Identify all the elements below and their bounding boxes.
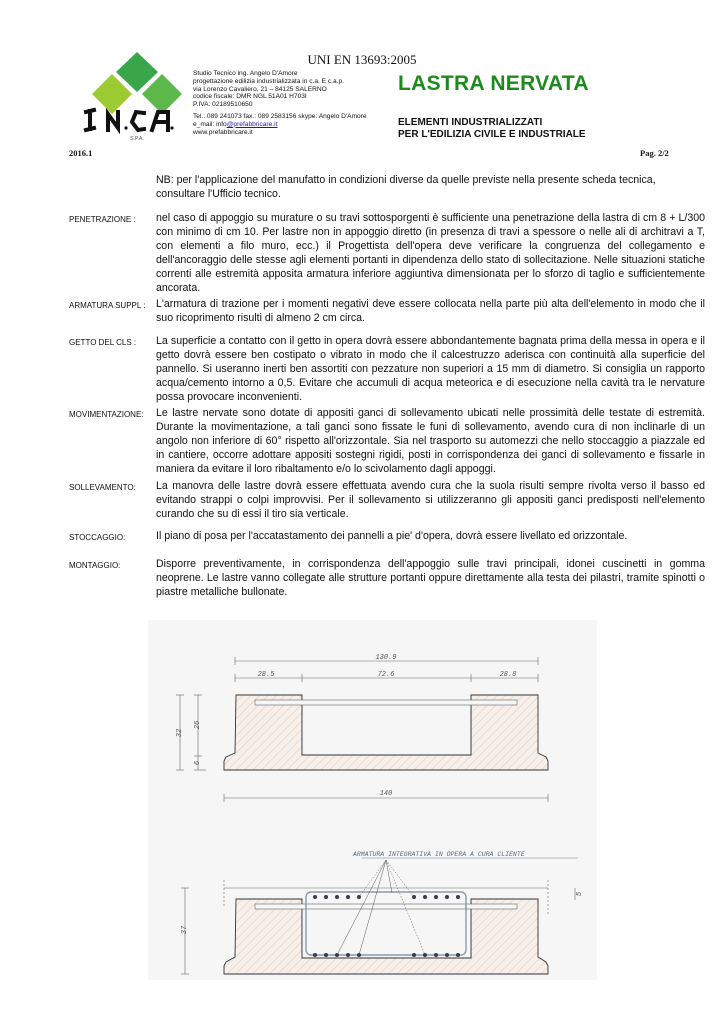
section-text: Disporre preventivamente, in corrispondenza dell'appoggio sulle travi principali, idonei cuscinetti in gomma neoprene. Le lastre vanno collegate alle strutture portanti oppure direttamente alla testa dei pilastri, tramite spinotti o piastre metalliche bullonate.: [156, 558, 705, 598]
section-label: GETTO DEL CLS :: [69, 338, 137, 347]
section-text: Le lastre nervate sono dotate di appositi ganci di sollevamento ubicati nelle prossimità delle testate di estremità. Durante la movimentazione, a tali ganci sono fissate le funi di sollevamento, avendo cura di non inclinarle di un angolo non inferiore di 60° rispetto all'orizzontale. Sia nel trasporto su automezzi che nello stoccaggio a piazzale ed in cantiere, occorre adottare appositi sostegni rigidi, posti in corrispondenza dei ganci di sollevamento e fissarle in maniera da evitare il loro ribaltamento e/o lo scivolamento dagli appoggi.: [156, 407, 705, 475]
revision-number: 2016.1: [69, 148, 93, 158]
section-text: Il piano di posa per l'accatastamento dei pannelli a pie' d'opera, dovrà essere livellato ed orizzontale.: [156, 530, 628, 542]
svg-text:28.8: 28.8: [499, 671, 517, 679]
svg-text:130.9: 130.9: [375, 654, 397, 662]
svg-text:6: 6: [194, 760, 202, 766]
svg-text:28.5: 28.5: [257, 671, 275, 679]
product-subtitle: ELEMENTI INDUSTRIALIZZATI PER L'EDILIZIA CIVILE E INDUSTRIALE: [398, 117, 586, 140]
section-text: La superficie a contatto con il getto in opera dovrà essere abbondantemente bagnata prima della messa in opera e il getto dovrà essere ben costipato o vibrato in modo che il calcestruzzo aderisca con continuità alla superficie del pannello. Si useranno inerti ben assortiti con pezzature non superiori a 15 mm di diametro. Si consiglia un rapporto acqua/cemento intorno a 0,5. Evitare che accumuli di acqua meteorica e di esecuzione nella cavità tra le nervature possa provocare inconvenienti.: [156, 335, 705, 403]
studio-address: via Lorenzo Cavaliero, 21 – 84125 SALERNO: [193, 85, 327, 93]
product-title: LASTRA NERVATA: [398, 72, 589, 95]
section-label: STOCCAGGIO:: [69, 533, 126, 542]
studio-name: Studio Tecnico ing. Angelo D'Amore: [193, 70, 298, 77]
studio-email: e_mail: info@prefabbricare.it: [193, 120, 278, 128]
section-penetrazione: [69, 211, 705, 295]
studio-vat: P.IVA: 02189510650: [193, 101, 253, 109]
section-movimentazione: [69, 406, 705, 476]
svg-text:140: 140: [379, 790, 393, 798]
inca-logo: [82, 50, 192, 145]
svg-text:ARMATURA INTEGRATIVA IN OPERA: ARMATURA INTEGRATIVA IN OPERA A CURA CLIENTE: [353, 851, 525, 858]
section-label: SOLLEVAMENTO:: [69, 483, 136, 492]
section-text: nel caso di appoggio su murature o su travi sottosporgenti è sufficiente una penetrazione della lastra di cm 8 + L/300 con minimo di cm 10. Per lastre non in appoggio diretto (in presenza di travi a spessore o nelle ali di architravi a T, con elementi a filo muro, ecc.) il Progettista dell'opera deve verificare la congruenza del collegamento e dell'ancoraggio delle stesse agli elementi portanti in dipendenza dello stato di sollecitazione. Nelle situazioni statiche correnti alle estremità apposita armatura inferiore aggiuntiva dimensionata per lo sforzo di taglio e sufficientemente ancorata.: [156, 212, 705, 294]
section-stoccaggio: [69, 529, 705, 545]
norm-reference: UNI EN 13693:2005: [307, 52, 417, 67]
svg-text:72.6: 72.6: [377, 671, 395, 679]
section-text: L'armatura di trazione per i momenti negativi deve essere collocata nella parte più alta dell'elemento in modo che il suo ricoprimento risulti di almeno 2 cm circa.: [156, 298, 705, 324]
section-sollevamento: [69, 479, 705, 521]
page-number: Pag. 2/2: [640, 148, 669, 158]
svg-text:5: 5: [576, 891, 584, 897]
section-label: MONTAGGIO:: [69, 561, 121, 570]
nb-note: NB: per l'applicazione del manufatto in condizioni diverse da quelle previste nella presente scheda tecnica, consultare l'Ufficio tecnico.: [156, 174, 656, 200]
section-montaggio: [69, 557, 705, 599]
section-text: La manovra delle lastre dovrà essere effettuata avendo cura che la suola risulti sempre rivolta verso il basso ed evitando strappi o colpi improvvisi. Per il sollevamento si utilizzeranno gli appositi ganci predisposti nell'elemento curando che su di essi il tiro sia verticale.: [156, 480, 705, 520]
svg-text:26: 26: [194, 720, 202, 730]
studio-info: [193, 70, 367, 136]
studio-tax-code: codice fiscale: DMR NGL 51A01 H703I: [193, 93, 307, 101]
svg-text:S.P.A.: S.P.A.: [130, 136, 144, 142]
section-label: ARMATURA SUPPL :: [69, 301, 146, 310]
section-label: MOVIMENTAZIONE:: [69, 410, 144, 419]
studio-description: progettazione edilizia industrializzata in c.a. E c.a.p.: [193, 77, 345, 85]
svg-text:32: 32: [176, 728, 184, 738]
email-link[interactable]: @prefabbricare.it: [226, 120, 278, 128]
section-armatura-suppl: [69, 297, 705, 325]
section-label: PENETRAZIONE :: [69, 215, 136, 224]
svg-text:37: 37: [181, 925, 189, 935]
technical-drawing: [148, 620, 597, 980]
section-getto-cls: [69, 334, 705, 404]
studio-website: www.prefabbricare.it: [193, 128, 253, 136]
studio-contacts: Tel.: 089 241073 fax.: 089 2583156 skype: Angelo D'Amore: [193, 112, 367, 120]
